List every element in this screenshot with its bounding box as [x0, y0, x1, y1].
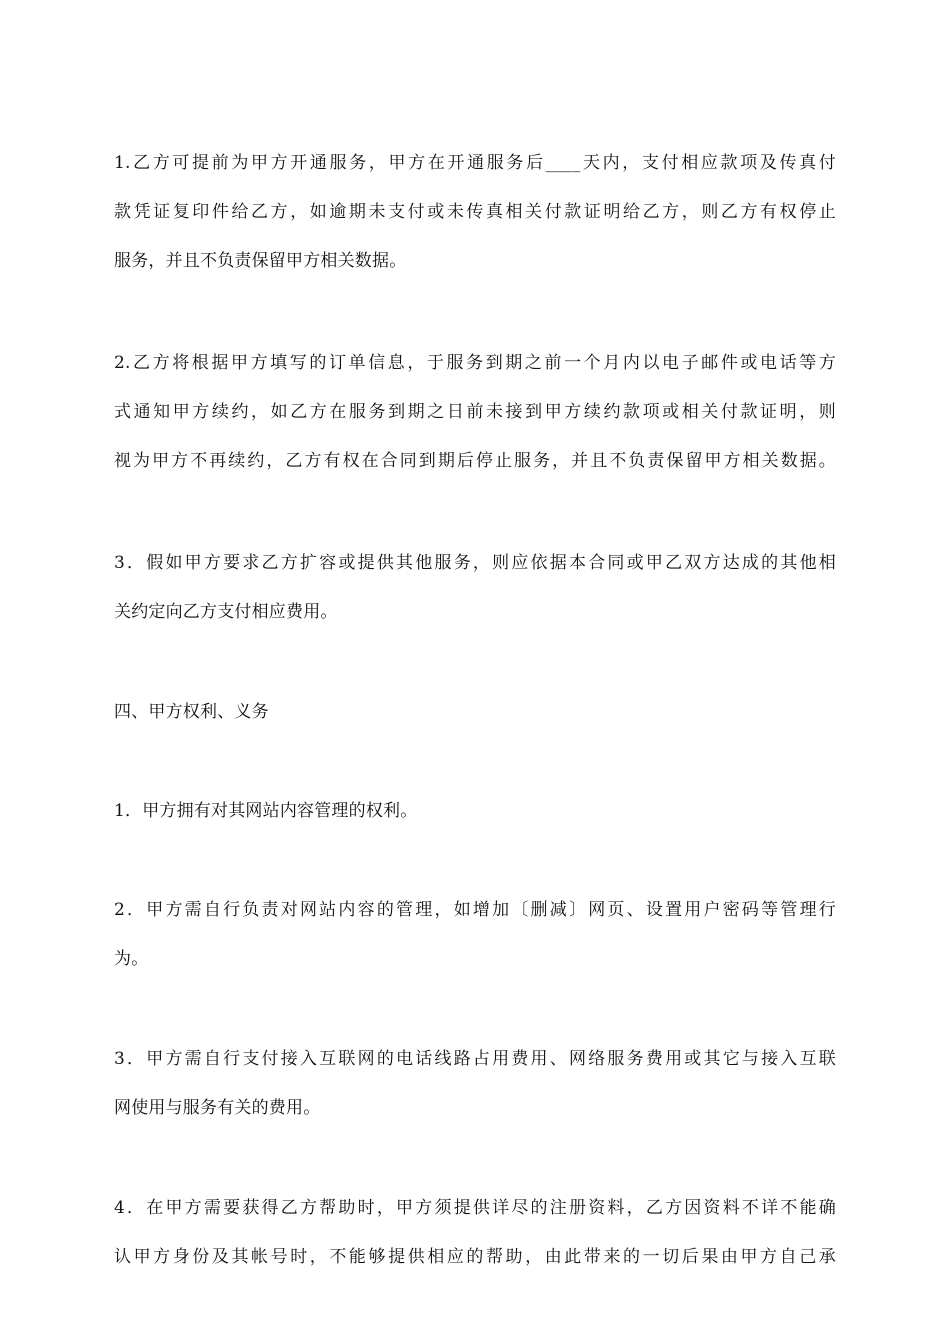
text-line: 认甲方身份及其帐号时，不能够提供相应的帮助，由此带来的一切后果由甲方自己承 [114, 1247, 836, 1267]
text-line: 2.乙方将根据甲方填写的订单信息，于服务到期之前一个月内以电子邮件或电话等方 [114, 353, 836, 373]
text-line: 2．甲方需自行负责对网站内容的管理，如增加〔删减〕网页、设置用户密码等管理行 [114, 900, 836, 920]
section-heading [114, 688, 836, 737]
text-line: 视为甲方不再续约，乙方有权在合同到期后停止服务，并且不负责保留甲方相关数据。 [114, 451, 836, 471]
text-line: 服务，并且不负责保留甲方相关数据。 [114, 251, 407, 271]
text-line: 1．甲方拥有对其网站内容管理的权利。 [114, 801, 418, 821]
text-line: 网使用与服务有关的费用。 [114, 1098, 321, 1118]
paragraph-payment-terms [114, 139, 836, 286]
text-line: 关约定向乙方支付相应费用。 [114, 602, 338, 622]
section-heading-text: 四、甲方权利、义务 [114, 702, 269, 722]
paragraph-content-management-right [114, 787, 836, 836]
text-line: 4．在甲方需要获得乙方帮助时，甲方须提供详尽的注册资料，乙方因资料不详不能确 [114, 1198, 836, 1218]
paragraph-assistance [114, 1184, 836, 1282]
paragraph-access-fees [114, 1035, 836, 1133]
text-line: 1.乙方可提前为甲方开通服务，甲方在开通服务后____天内，支付相应款项及传真付 [114, 153, 836, 173]
text-line: 为。 [114, 949, 149, 969]
paragraph-content-management-duty [114, 886, 836, 984]
text-line: 3．甲方需自行支付接入互联网的电话线路占用费用、网络服务费用或其它与接入互联 [114, 1049, 836, 1069]
text-line: 3．假如甲方要求乙方扩容或提供其他服务，则应依据本合同或甲乙双方达成的其他相 [114, 553, 836, 573]
text-line: 款凭证复印件给乙方，如逾期未支付或未传真相关付款证明给乙方，则乙方有权停止 [114, 202, 836, 222]
text-line: 式通知甲方续约，如乙方在服务到期之日前未接到甲方续约款项或相关付款证明，则 [114, 402, 836, 422]
paragraph-expansion-fees [114, 539, 836, 637]
paragraph-renewal-notice [114, 339, 836, 486]
